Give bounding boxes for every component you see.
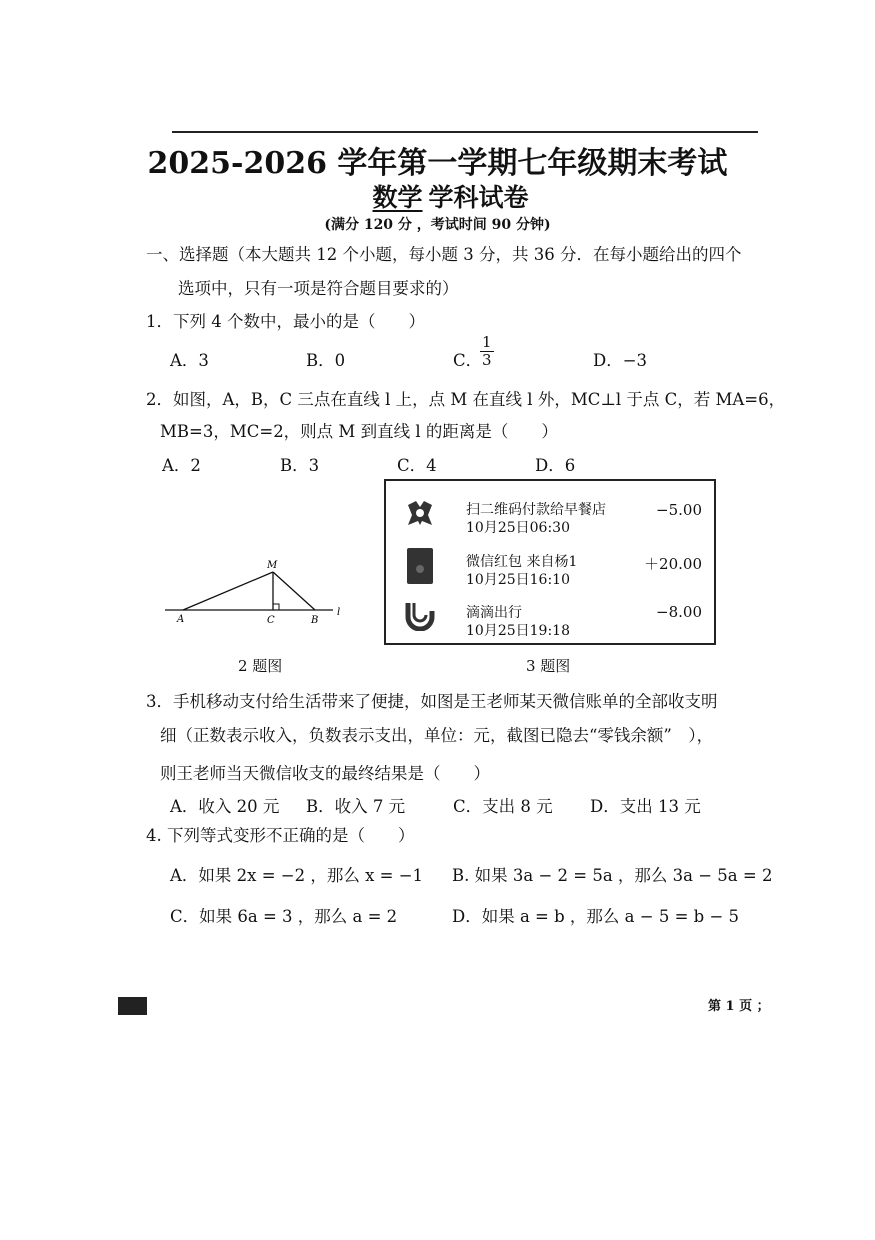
subtitle-rest: 学科试卷 — [428, 183, 529, 212]
question-2-line2: MB=3，MC=2，则点 M 到直线 l 的距离是（ ） — [160, 422, 558, 441]
question-1-option-c: C． — [453, 351, 483, 370]
payment-hands-icon — [404, 497, 436, 529]
question-2-option-a: A．2 — [162, 456, 201, 475]
bill-row-3-time: 10月25日19:18 — [466, 623, 570, 639]
label-l: l — [337, 607, 341, 618]
right-angle-mark — [273, 604, 279, 610]
exam-subtitle — [0, 178, 875, 214]
question-1-stem: 1．下列 4 个数中，最小的是（ ） — [146, 312, 425, 331]
fraction-denominator: 3 — [482, 351, 492, 369]
question-1-fraction — [480, 334, 494, 369]
question-2-line1: 2．如图，A，B，C 三点在直线 l 上，点 M 在直线 l 外，MC⊥l 于点 C，若 MA=6， — [146, 390, 786, 409]
question-1-option-a: A．3 — [170, 351, 209, 370]
red-packet-icon — [406, 547, 434, 585]
question-2-option-c: C．4 — [397, 456, 437, 475]
bill-row-3-amount: −8.00 — [656, 603, 702, 621]
bill-row-3-name: 滴滴出行 — [466, 605, 522, 621]
bill-row-2-amount: ＋20.00 — [644, 555, 702, 573]
figure-3-caption: 3 题图 — [526, 657, 571, 675]
bill-row-1-time: 10月25日06:30 — [466, 520, 570, 536]
label-m: M — [267, 560, 278, 571]
question-3-option-c: C．支出 8 元 — [453, 797, 553, 816]
question-3-line2: 细（正数表示收入，负数表示支出，单位：元，截图已隐去“零钱余额” ）， — [160, 726, 714, 745]
label-a: A — [177, 614, 185, 625]
question-1-option-d: D．−3 — [593, 351, 648, 370]
bill-row-1-amount: −5.00 — [656, 501, 702, 519]
question-4-option-c: C．如果 6a = 3 ，那么 a = 2 — [170, 907, 398, 926]
question-2-figure — [155, 555, 355, 630]
question-4-stem: 4. 下列等式变形不正确的是（ ） — [146, 826, 415, 845]
bill-row-1-name: 扫二维码付款给早餐店 — [466, 502, 606, 518]
label-b: B — [311, 615, 319, 626]
section-heading-line2: 选项中，只有一项是符合题目要求的） — [178, 279, 459, 298]
figure-2-caption: 2 题图 — [238, 657, 283, 675]
didi-logo-icon — [404, 599, 436, 631]
question-4-option-a: A．如果 2x = −2 ，那么 x = −1 — [170, 866, 424, 885]
question-3-line3: 则王老师当天微信收支的最终结果是（ ） — [160, 764, 490, 783]
question-2-option-b: B．3 — [280, 456, 320, 475]
question-3-line1: 3．手机移动支付给生活带来了便捷，如图是王老师某天微信账单的全部收支明 — [146, 692, 718, 711]
subject-name: 数学 — [372, 183, 423, 212]
page-number: 第 1 页 ； — [708, 999, 770, 1014]
question-4-option-b: B. 如果 3a − 2 = 5a ，那么 3a − 5a = 2 — [452, 866, 773, 885]
fraction-numerator: 1 — [482, 333, 492, 351]
bill-row-2-name: 微信红包 来自杨1 — [466, 554, 578, 570]
question-3-option-b: B．收入 7 元 — [306, 797, 406, 816]
label-c: C — [267, 615, 275, 626]
question-3-option-d: D．支出 13 元 — [590, 797, 701, 816]
exam-title: 2025-2026 学年第一学期七年级期末考试 — [147, 146, 728, 181]
page-marker-box — [118, 997, 147, 1015]
header-rule — [172, 131, 758, 133]
question-3-option-a: A．收入 20 元 — [170, 797, 280, 816]
question-2-option-d: D．6 — [535, 456, 576, 475]
wechat-bill-figure — [384, 479, 716, 645]
section-heading-line1: 一、选择题（本大题共 12 个小题，每小题 3 分，共 36 分．在每小题给出的四个 — [146, 245, 742, 264]
bill-row-2-time: 10月25日16:10 — [466, 572, 570, 588]
exam-note: (满分 120 分 ，考试时间 90 分钟) — [324, 217, 551, 233]
question-4-option-d: D．如果 a = b ，那么 a − 5 = b − 5 — [452, 907, 740, 926]
question-1-option-b: B．0 — [306, 351, 346, 370]
segment-ma — [183, 572, 273, 610]
